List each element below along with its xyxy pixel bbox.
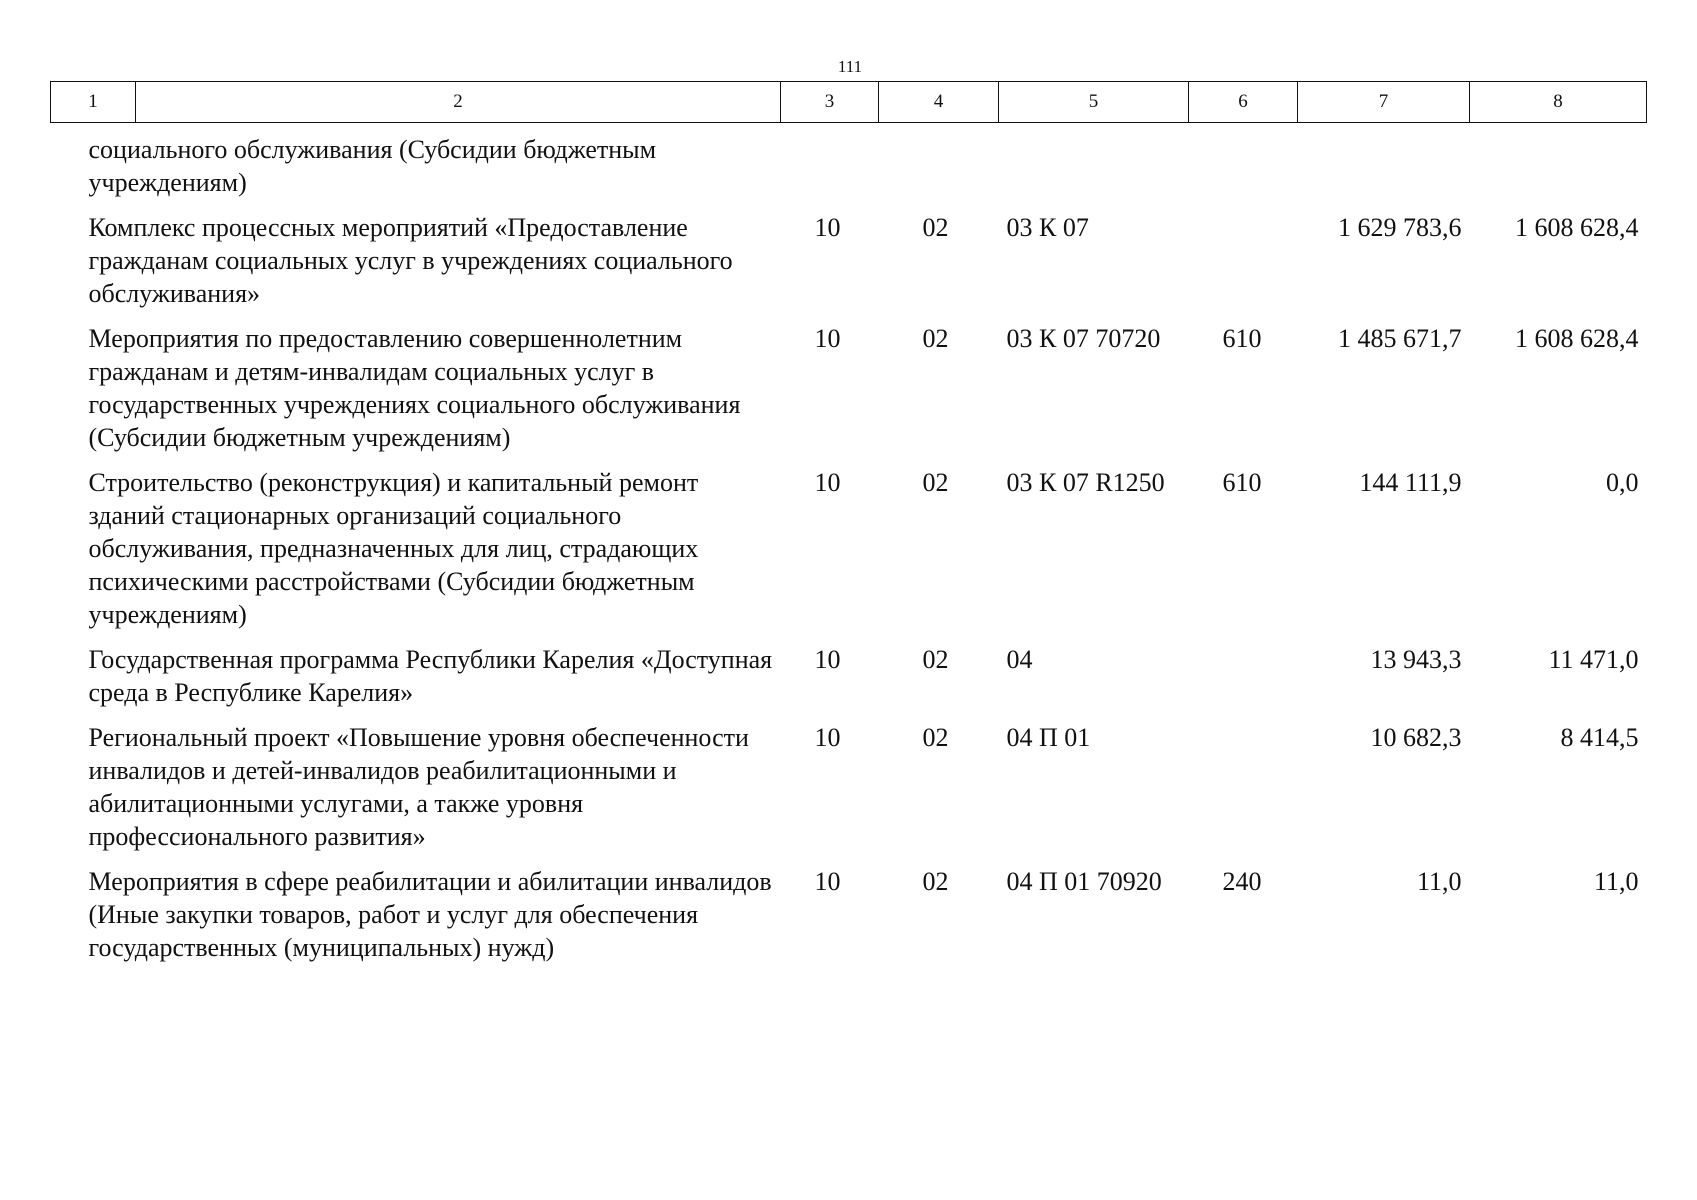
- table-row: [51, 631, 1647, 709]
- target-article-code: 04 П 01: [1006, 723, 1091, 752]
- section-code: 10: [814, 213, 841, 242]
- amount-col7: 1 485 671,7: [1338, 324, 1462, 353]
- target-article-code: 04 П 01 70920: [1006, 867, 1162, 896]
- section-code: 10: [814, 645, 841, 674]
- amount-col8: 11,0: [1593, 867, 1639, 896]
- section-code: [781, 123, 879, 200]
- table-row: [51, 709, 1647, 853]
- amount-col8: 1 608 628,4: [1515, 324, 1639, 353]
- amount-col7: 1 629 783,6: [1338, 213, 1462, 242]
- expense-type-code: [1189, 709, 1298, 853]
- section-code: 10: [814, 324, 841, 353]
- target-article-code: 04: [1006, 645, 1033, 674]
- expense-type-code: 610: [1222, 324, 1262, 353]
- table-row: [51, 454, 1647, 631]
- column-header: 1: [51, 82, 136, 123]
- amount-col8: 11 471,0: [1548, 645, 1639, 674]
- item-name: Мероприятия по предоставлению совершеннолетним гражданам и детям-инвалидам социальных услуг в государственных учреждениях социального обслуживания (Субсидии бюджетным учреждениям): [88, 324, 741, 452]
- section-code: 10: [814, 867, 841, 896]
- amount-col7: 144 111,9: [1359, 468, 1462, 497]
- expense-type-code: [1189, 199, 1298, 310]
- column-header: 6: [1189, 82, 1298, 123]
- item-name: Строительство (реконструкция) и капитальный ремонт зданий стационарных организаций социального обслуживания, предназначенных для лиц, страдающих психическими расстройствами (Субсидии бюджетным учреждениям): [88, 468, 699, 629]
- subsection-code: 02: [922, 213, 949, 242]
- item-name: Мероприятия в сфере реабилитации и абилитации инвалидов (Иные закупки товаров, работ и услуг для обеспечения государственных (муниципальных) нужд): [88, 867, 772, 962]
- column-header: 2: [136, 82, 781, 123]
- expense-type-code: [1189, 123, 1298, 200]
- amount-col7: 13 943,3: [1370, 645, 1462, 674]
- amount-col8: [1470, 123, 1647, 200]
- subsection-code: 02: [922, 645, 949, 674]
- expense-type-code: [1189, 631, 1298, 709]
- target-article-code: 03 К 07 70720: [1006, 324, 1161, 353]
- column-header: 7: [1298, 82, 1470, 123]
- subsection-code: 02: [922, 468, 949, 497]
- table-row: [51, 853, 1647, 964]
- column-header: 3: [781, 82, 879, 123]
- table-row: [51, 199, 1647, 310]
- target-article-code: 03 К 07 R1250: [1006, 468, 1165, 497]
- budget-table: [50, 81, 1647, 964]
- table-body: [51, 123, 1647, 965]
- item-name: Комплекс процессных мероприятий «Предоставление гражданам социальных услуг в учреждениях социального обслуживания»: [88, 213, 733, 308]
- item-name: Региональный проект «Повышение уровня обеспеченности инвалидов и детей-инвалидов реабилитационными и абилитационными услугами, а также уровня профессионального развития»: [88, 723, 749, 851]
- column-header: 4: [879, 82, 999, 123]
- section-code: 10: [814, 723, 841, 752]
- item-name: Государственная программа Республики Карелия «Доступная среда в Республике Карелия»: [88, 645, 773, 707]
- expense-type-code: 610: [1222, 468, 1262, 497]
- expense-type-code: 240: [1222, 867, 1262, 896]
- subsection-code: 02: [922, 867, 949, 896]
- target-article-code: 03 К 07: [1006, 213, 1089, 242]
- column-number-header: [51, 82, 1647, 123]
- amount-col8: 0,0: [1606, 468, 1639, 497]
- table-row: [51, 310, 1647, 454]
- amount-col7: 10 682,3: [1370, 723, 1462, 752]
- target-article-code: [999, 123, 1189, 200]
- amount-col8: 1 608 628,4: [1515, 213, 1639, 242]
- page-number: 111: [837, 57, 863, 76]
- subsection-code: [879, 123, 999, 200]
- column-header: 8: [1470, 82, 1647, 123]
- amount-col7: 11,0: [1416, 867, 1462, 896]
- amount-col8: 8 414,5: [1560, 723, 1639, 752]
- section-code: 10: [814, 468, 841, 497]
- column-header: 5: [999, 82, 1189, 123]
- table-row: [51, 123, 1647, 200]
- item-name: социального обслуживания (Субсидии бюджетным учреждениям): [88, 135, 657, 197]
- subsection-code: 02: [922, 324, 949, 353]
- amount-col7: [1298, 123, 1470, 200]
- subsection-code: 02: [922, 723, 949, 752]
